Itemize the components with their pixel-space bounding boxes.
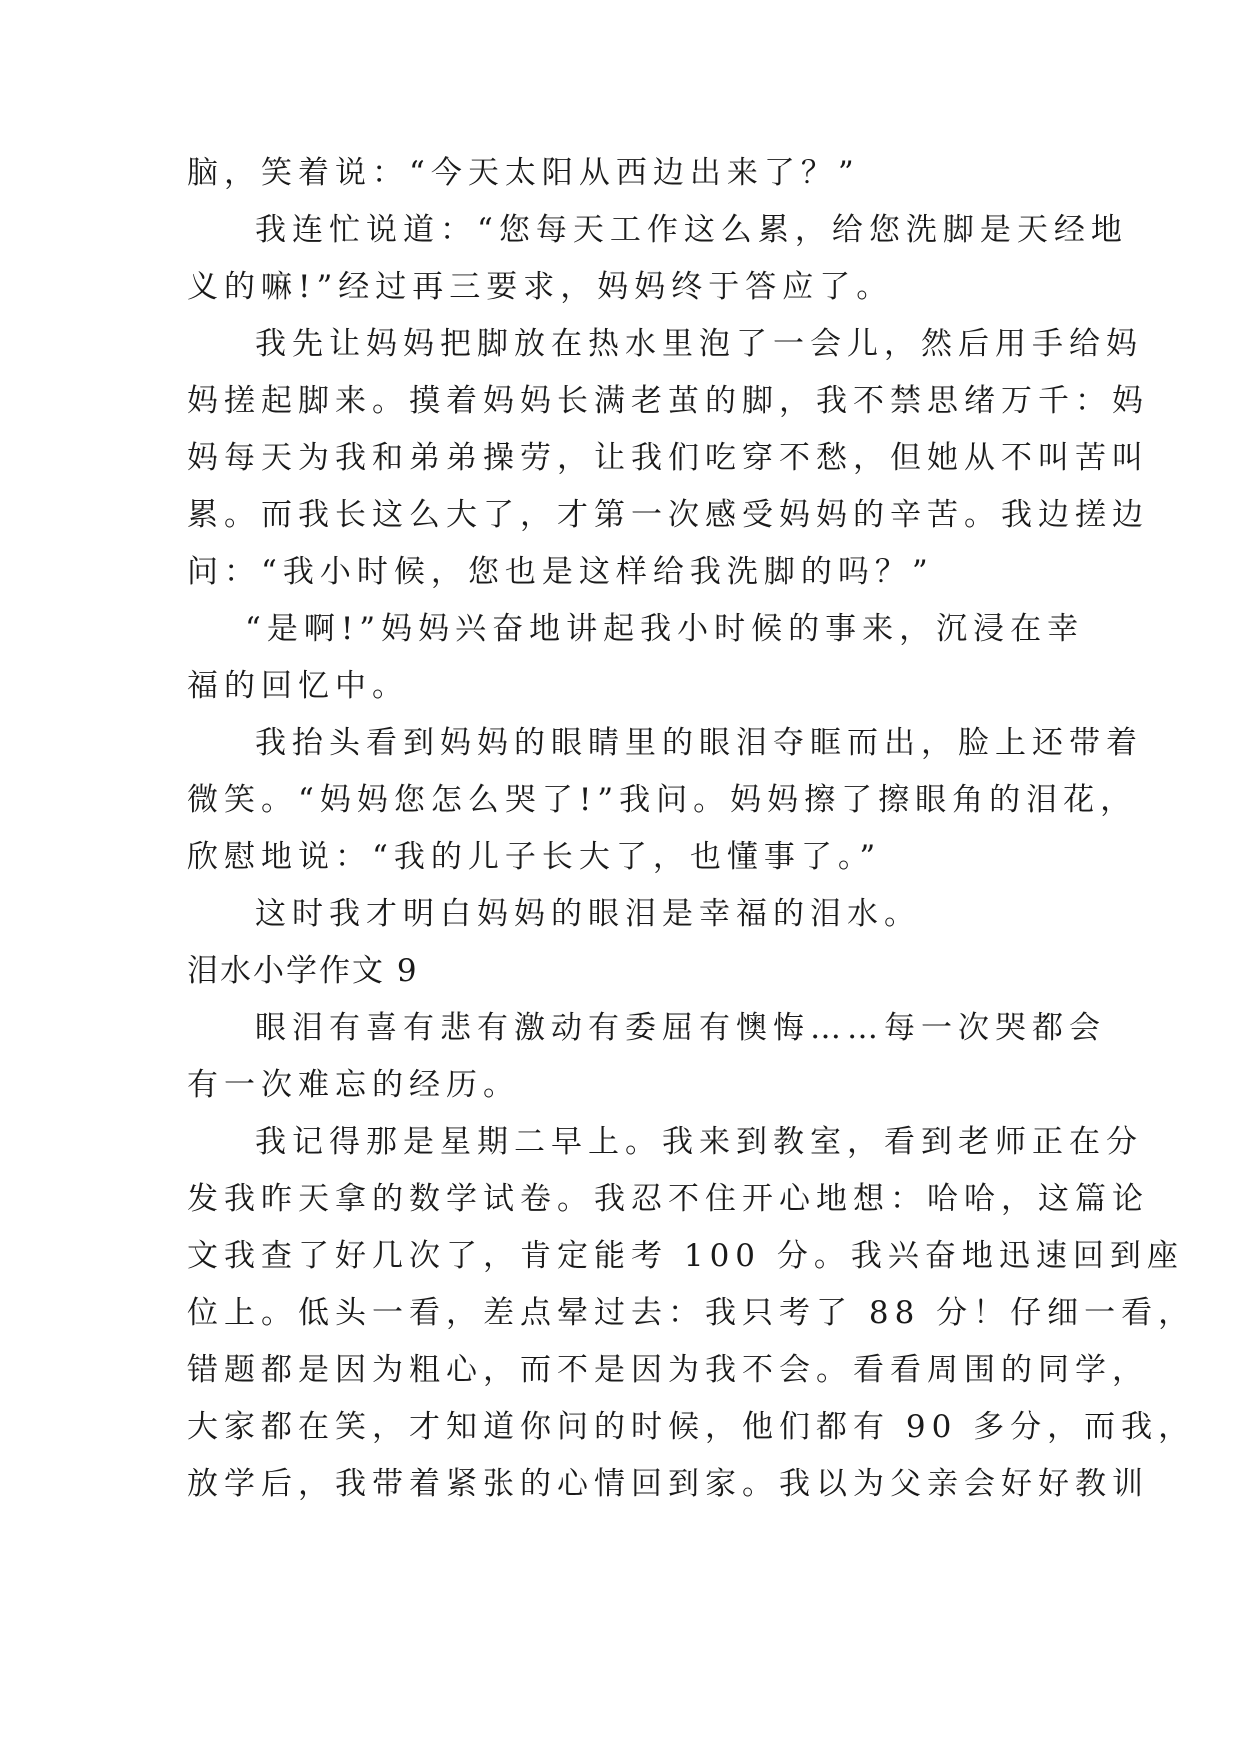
text-line: 发我昨天拿的数学试卷。我忍不住开心地想：哈哈，这篇论: [187, 1181, 1149, 1217]
text-line: 累。而我长这么大了，才第一次感受妈妈的辛苦。我边搓边: [187, 497, 1149, 533]
paragraph-start: “是啊!”妈妈兴奋地讲起我小时候的事来，沉浸在幸: [245, 611, 1085, 647]
text-line: 微笑。“妈妈您怎么哭了!”我问。妈妈擦了擦眼角的泪花，: [187, 782, 1138, 818]
text-line: 脑，笑着说：“今天太阳从西边出来了？”: [187, 155, 860, 191]
text-line: 有一次难忘的经历。: [187, 1067, 520, 1103]
text-line: 妈每天为我和弟弟操劳，让我们吃穿不愁，但她从不叫苦叫: [187, 440, 1149, 476]
paragraph-start: 我连忙说道：“您每天工作这么累，给您洗脚是天经地: [255, 212, 1128, 248]
section-heading: 泪水小学作文 9: [187, 953, 419, 989]
text-line: 福的回忆中。: [187, 668, 409, 704]
paragraph-start: 我抬头看到妈妈的眼睛里的眼泪夺眶而出，脸上还带着: [255, 725, 1143, 761]
paragraph-start: 我先让妈妈把脚放在热水里泡了一会儿，然后用手给妈: [255, 326, 1143, 362]
text-line: 错题都是因为粗心，而不是因为我不会。看看周围的同学，: [187, 1352, 1149, 1388]
paragraph-start: 眼泪有喜有悲有激动有委屈有懊悔……每一次哭都会: [255, 1010, 1106, 1046]
text-line: 放学后，我带着紧张的心情回到家。我以为父亲会好好教训: [187, 1466, 1149, 1502]
text-line: 大家都在笑，才知道你问的时候，他们都有 90 多分，而我，: [187, 1409, 1196, 1445]
paragraph-start: 这时我才明白妈妈的眼泪是幸福的泪水。: [255, 896, 921, 932]
text-line: 妈搓起脚来。摸着妈妈长满老茧的脚，我不禁思绪万千：妈: [187, 383, 1149, 419]
text-line: 位上。低头一看，差点晕过去：我只考了 88 分！仔细一看，: [187, 1295, 1196, 1331]
paragraph-start: 我记得那是星期二早上。我来到教室，看到老师正在分: [255, 1124, 1143, 1160]
text-line: 义的嘛!”经过再三要求，妈妈终于答应了。: [187, 269, 894, 305]
text-line: 欣慰地说：“我的儿子长大了，也懂事了。”: [187, 839, 882, 875]
text-line: 问：“我小时候，您也是这样给我洗脚的吗？”: [187, 554, 934, 590]
text-line: 文我查了好几次了，肯定能考 100 分。我兴奋地迅速回到座: [187, 1238, 1184, 1274]
